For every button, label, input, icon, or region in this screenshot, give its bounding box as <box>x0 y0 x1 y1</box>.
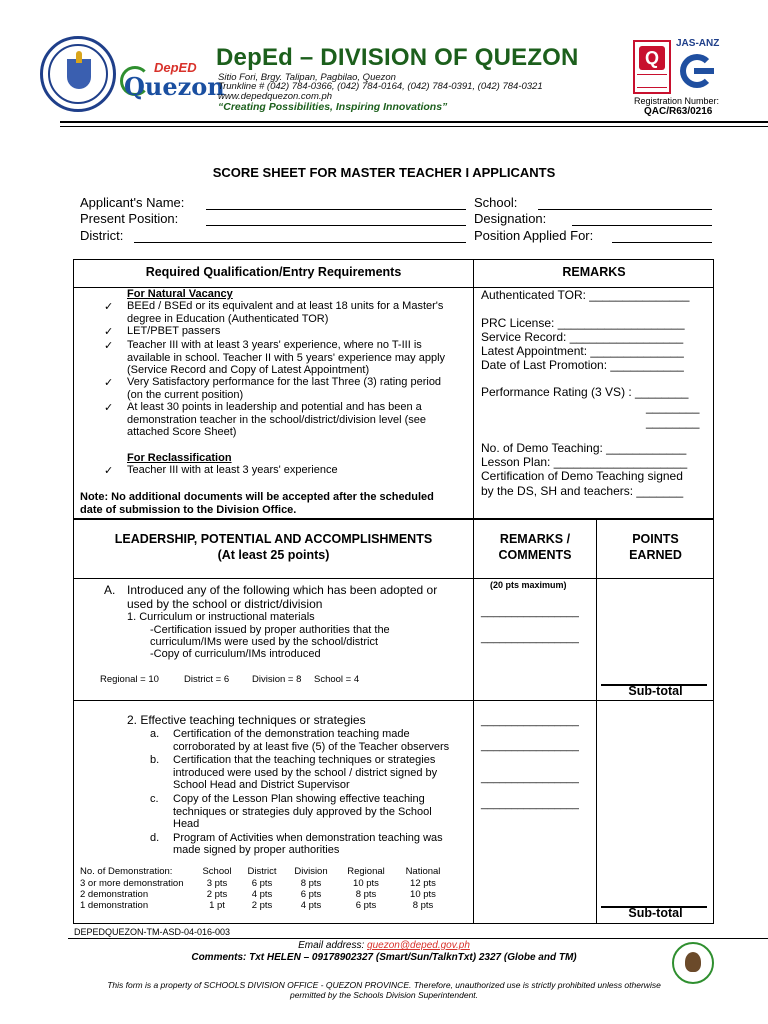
applicant-name-field[interactable] <box>206 209 466 210</box>
sub-item-line: Certification of the demonstration teaching made <box>173 728 410 740</box>
max-points-note: (20 pts maximum) <box>490 580 567 590</box>
trunkline: Trunkline # (042) 784-0366, (042) 784-0164, (042) 784-0391, (042) 784-0321 <box>218 81 543 92</box>
checkmark-icon: ✓ <box>104 326 114 338</box>
reclassification-item: Teacher III with at least 3 years' experience <box>127 464 338 476</box>
remarks-field[interactable]: Date of Last Promotion: ___________ <box>481 358 684 372</box>
points-district: District = 6 <box>184 674 230 685</box>
sub-item-line: introduced were used by the school / district signed by <box>173 766 438 779</box>
remarks-field[interactable]: ________ <box>646 400 700 414</box>
points-earned-header: POINTS <box>632 532 679 546</box>
remarks-field[interactable]: PRC License: ___________________ <box>481 316 685 330</box>
demo-table-cell: 8 pts <box>300 878 322 889</box>
present-position-field[interactable] <box>206 225 466 226</box>
sub-item-letter: d. <box>150 831 160 844</box>
points-earned-header-2: EARNED <box>629 548 682 562</box>
property-line-2: permitted by the Schools Division Superintendent. <box>289 990 479 1000</box>
district-label: District: <box>80 228 124 243</box>
checkmark-icon: ✓ <box>104 301 114 313</box>
section-a-line-2: used by the school or district/division <box>127 597 323 611</box>
remarks-blank-b1[interactable]: ________________ <box>481 715 579 727</box>
natural-vacancy-item: attached Score Sheet) <box>127 426 237 439</box>
demo-table-cell: 10 pts <box>410 889 436 900</box>
demo-table-header: No. of Demonstration: <box>80 866 173 877</box>
sub-item-line: Copy of the Lesson Plan showing effective teaching <box>173 793 425 805</box>
applicant-name-label: Applicant's Name: <box>80 195 185 210</box>
document-code: DEPEDQUEZON-TM-ASD-04-016-003 <box>74 927 231 937</box>
org-title: DepEd – DIVISION OF QUEZON <box>216 44 579 71</box>
property-notice <box>0 980 768 1000</box>
deped-seal-icon <box>40 36 116 112</box>
demo-table-header: District <box>247 866 277 877</box>
sub-item-letter: c. <box>150 793 159 805</box>
demo-table-cell: 1 pt <box>209 900 225 911</box>
email-label: Email address: <box>298 940 368 951</box>
demo-table-cell: 3 or more demonstration <box>80 878 184 889</box>
demo-table-cell: 3 pts <box>206 878 228 889</box>
item-1-sub-2: curriculum/IMs were used by the school/district <box>150 636 379 648</box>
points-school: School = 4 <box>314 674 360 685</box>
address: Sitio Fori, Brgy. Talipan, Pagbilao, Quezon <box>218 72 396 83</box>
note-line-2: date of submission to the Division Office. <box>80 504 297 516</box>
sub-item-letter: a. <box>150 728 160 740</box>
motto: “Creating Possibilities, Inspiring Innovations” <box>218 101 448 113</box>
subtotal-b: Sub-total <box>628 906 683 920</box>
item-1: 1. Curriculum or instructional materials <box>127 611 315 623</box>
letterhead <box>0 0 768 124</box>
remarks-field[interactable]: Authenticated TOR: _______________ <box>481 288 690 302</box>
item-1-sub-1: -Certification issued by proper authorities that the <box>150 624 390 636</box>
sub-item-line: Certification that the teaching techniques or strategies <box>173 754 436 767</box>
sub-item-line: corroborated by at least five (5) of the Teacher observers <box>173 740 450 753</box>
remarks-field[interactable]: ________ <box>646 415 700 429</box>
demo-table-cell: 10 pts <box>353 878 379 889</box>
section-a-line-1: Introduced any of the following which has been adopted or <box>127 583 438 597</box>
comments-line: Comments: Txt HELEN – 09178902327 (Smart/Sun/TalknTxt) 2327 (Globe and TM) <box>191 952 577 963</box>
demo-table-header: Regional <box>347 866 385 877</box>
checkmark-icon: ✓ <box>104 340 114 352</box>
email-link[interactable]: quezon@deped.gov.ph <box>367 940 470 951</box>
remarks-blank-b2[interactable]: ________________ <box>481 740 579 752</box>
sheet-title: SCORE SHEET FOR MASTER TEACHER I APPLICANTS <box>212 165 556 180</box>
demo-table-cell: 8 pts <box>412 900 434 911</box>
subtotal-a: Sub-total <box>628 684 683 698</box>
sub-item-line: techniques or strategies duly approved by the School <box>173 805 432 818</box>
demo-table-header: School <box>202 866 232 877</box>
demo-table-header: National <box>405 866 441 877</box>
sub-item-letter: b. <box>150 754 160 767</box>
remarks-field[interactable]: Latest Appointment: ______________ <box>481 344 684 358</box>
remarks-blank-a1[interactable]: ________________ <box>481 606 579 618</box>
remarks-blank-b4[interactable]: ________________ <box>481 798 579 810</box>
natural-vacancy-item: At least 30 points in leadership and potential and has been a <box>127 401 422 413</box>
remarks-field[interactable]: Performance Rating (3 VS) : ________ <box>481 385 689 399</box>
natural-vacancy-item: demonstration teacher in the school/district/division level (see <box>127 413 426 426</box>
remarks-field[interactable]: Lesson Plan: ____________________ <box>481 455 688 469</box>
remarks-field[interactable]: by the DS, SH and teachers: _______ <box>481 484 684 498</box>
demo-table-cell: 2 pts <box>251 900 273 911</box>
demo-table-cell: 8 pts <box>355 889 377 900</box>
checkmark-icon: ✓ <box>104 377 114 389</box>
remarks-blank-a2[interactable]: ________________ <box>481 632 579 644</box>
district-field[interactable] <box>134 242 466 243</box>
natural-vacancy-item: available in school. Teacher II with 5 years' experience may apply <box>127 351 446 364</box>
demo-table-cell: 1 demonstration <box>80 900 149 911</box>
position-applied-field[interactable] <box>612 242 712 243</box>
natural-vacancy-item: (on the current position) <box>127 388 244 401</box>
demo-table-cell: 4 pts <box>300 900 322 911</box>
demo-table-cell: 4 pts <box>251 889 273 900</box>
demo-table-cell: 6 pts <box>355 900 377 911</box>
remarks-field[interactable]: No. of Demo Teaching: ____________ <box>481 441 687 455</box>
logo-deped-text: DepED <box>154 60 197 75</box>
remarks-field[interactable]: Certification of Demo Teaching signed <box>481 469 683 483</box>
demo-table-cell: 12 pts <box>410 878 436 889</box>
position-applied-label: Position Applied For: <box>474 228 594 243</box>
note-line-1: Note: No additional documents will be accepted after the scheduled <box>80 491 434 503</box>
registration-number: QAC/R63/0216 <box>644 106 713 117</box>
sub-item-line: School Head and District Supervisor <box>173 779 350 792</box>
designation-field[interactable] <box>572 225 712 226</box>
demo-table-header: Division <box>294 866 328 877</box>
item-1-sub-3: -Copy of curriculum/IMs introduced <box>150 648 321 660</box>
demo-table-cell: 6 pts <box>300 889 322 900</box>
points-regional: Regional = 10 <box>100 674 159 685</box>
remarks-comments-header: REMARKS / <box>499 532 571 546</box>
natural-vacancy-item: LET/PBET passers <box>127 325 221 337</box>
checkmark-icon: ✓ <box>104 465 114 477</box>
qualification-header: Required Qualification/Entry Requirements <box>145 265 402 279</box>
sub-item-line: made signed by proper authorities <box>173 844 340 857</box>
leadership-header: LEADERSHIP, POTENTIAL AND ACCOMPLISHMENTS <box>114 532 433 546</box>
natural-vacancy-item: BEEd / BSEd or its equivalent and at least 18 units for a Master's <box>127 300 444 312</box>
natural-vacancy-item: Teacher III with at least 3 years' experience, where no T-III is <box>127 339 422 351</box>
portrait-seal-icon <box>672 942 714 984</box>
natural-vacancy-title: For Natural Vacancy <box>127 288 233 300</box>
present-position-label: Present Position: <box>80 211 179 226</box>
designation-label: Designation: <box>474 211 547 226</box>
quality-cert-icon: Q <box>633 40 671 94</box>
jas-anz-icon <box>680 50 714 90</box>
leadership-header-sub: (At least 25 points) <box>217 548 330 562</box>
natural-vacancy-item: (Service Record and Copy of Latest Appointment) <box>127 364 370 377</box>
remarks-header: REMARKS <box>562 265 626 279</box>
logo-quezon-text: Quezon <box>124 72 225 101</box>
website: www.depedquezon.com.ph <box>218 91 333 102</box>
registration-label: Registration Number: <box>634 96 720 106</box>
email-line <box>0 940 768 951</box>
natural-vacancy-item: Very Satisfactory performance for the last Three (3) rating period <box>127 376 442 388</box>
remarks-blank-b3[interactable]: ________________ <box>481 772 579 784</box>
natural-vacancy-item: degree in Education (Authenticated TOR) <box>127 312 329 325</box>
deped-quezon-logo-icon <box>120 58 225 108</box>
demo-table-cell: 2 pts <box>206 889 228 900</box>
item-2: 2. Effective teaching techniques or strategies <box>127 713 366 727</box>
remarks-comments-header-2: COMMENTS <box>498 548 572 562</box>
school-label: School: <box>474 195 518 210</box>
checkmark-icon: ✓ <box>104 402 114 414</box>
jas-anz-label: JAS-ANZ <box>676 38 720 49</box>
footer-divider <box>68 938 768 939</box>
section-a-letter: A. <box>104 583 116 597</box>
demo-table-cell: 6 pts <box>251 878 273 889</box>
demo-table-cell: 2 demonstration <box>80 889 149 900</box>
school-field[interactable] <box>538 209 712 210</box>
header-divider-thin <box>60 126 768 127</box>
sub-item-line: Program of Activities when demonstration teaching was <box>173 831 443 844</box>
property-line-1: This form is a property of SCHOOLS DIVISION OFFICE - QUEZON PROVINCE. Therefore, unauthorized use is strictly prohibited unless otherwise <box>107 980 661 990</box>
sub-item-line: Head <box>173 818 200 831</box>
points-division: Division = 8 <box>252 674 302 685</box>
remarks-field[interactable]: Service Record: _________________ <box>481 330 684 344</box>
reclassification-title: For Reclassification <box>127 452 232 464</box>
header-divider <box>60 121 768 123</box>
